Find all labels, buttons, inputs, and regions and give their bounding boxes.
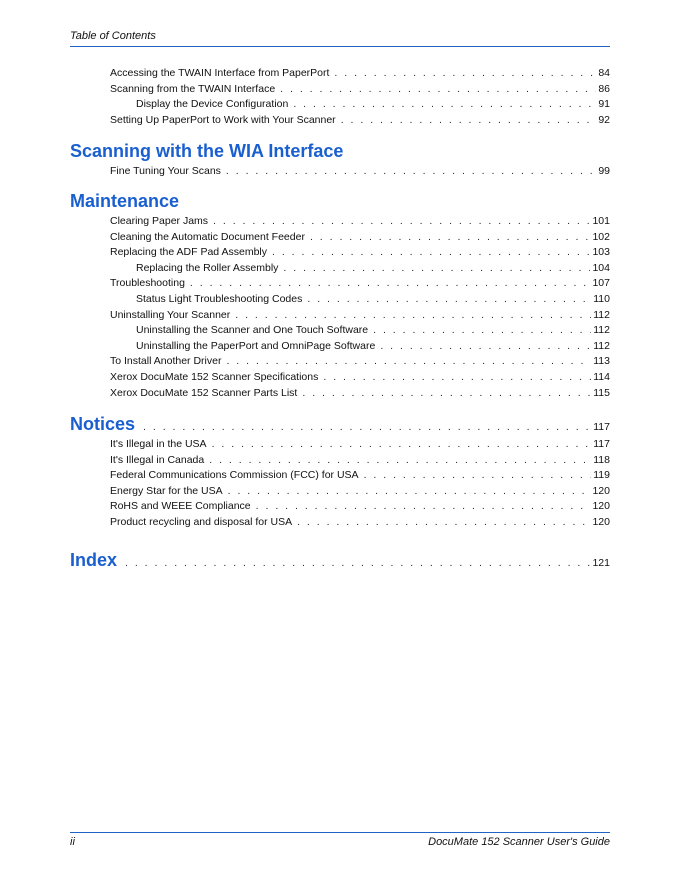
dot-leader (334, 66, 596, 82)
toc-entry-page: 103 (592, 246, 610, 259)
toc-entry-page: 120 (592, 484, 610, 497)
dot-leader (256, 499, 591, 515)
toc-entry-page: 119 (593, 469, 610, 482)
dot-leader (310, 230, 591, 246)
page-header-title: Table of Contents (70, 30, 156, 42)
toc-entry-page: 112 (593, 324, 610, 337)
toc-entry-page: 110 (593, 292, 610, 305)
toc-entry-energy-star[interactable] (70, 484, 610, 500)
footer-page-number: ii (70, 836, 75, 848)
toc-entry-cleaning-adf[interactable] (70, 230, 610, 246)
toc-entry-rohs-weee[interactable] (70, 499, 610, 515)
toc-entry-fine-tuning[interactable] (70, 164, 610, 180)
toc-entry-illegal-usa[interactable] (70, 437, 610, 453)
toc-entry-uninstalling-one-touch[interactable] (70, 323, 610, 339)
toc-entry-page: 117 (593, 438, 610, 451)
toc-entry-illegal-canada[interactable] (70, 453, 610, 469)
section-title: Index (70, 549, 118, 570)
page-footer (70, 836, 610, 848)
dot-leader (235, 308, 591, 324)
header-rule (70, 46, 610, 47)
section-heading-maintenance[interactable]: Maintenance (70, 190, 180, 211)
toc-entry-page: 112 (593, 308, 610, 321)
toc-entry-title: Uninstalling the Scanner and One Touch Software (136, 324, 369, 337)
toc-entry-status-light-codes[interactable] (70, 292, 610, 308)
toc-entry-accessing-twain[interactable] (70, 66, 610, 82)
toc-entry-page: 112 (593, 339, 610, 352)
toc-entry-title: Fine Tuning Your Scans (110, 165, 221, 178)
toc-entry-setting-up-paperport[interactable] (70, 113, 610, 129)
dot-leader (283, 261, 590, 277)
toc-entry-title: Energy Star for the USA (110, 484, 223, 497)
toc-entry-page: 104 (592, 261, 610, 274)
dot-leader (226, 164, 596, 180)
dot-leader (125, 550, 590, 576)
dot-leader (341, 113, 597, 129)
toc-entry-title: Uninstalling Your Scanner (110, 308, 231, 321)
dot-leader (380, 339, 591, 355)
toc-entry-title: Uninstalling the PaperPort and OmniPage Software (136, 339, 376, 352)
toc-entry-page: 99 (598, 165, 610, 178)
toc-entry-fcc[interactable] (70, 468, 610, 484)
toc-entry-title: It's Illegal in the USA (110, 438, 207, 451)
section-heading-index[interactable] (70, 547, 610, 573)
dot-leader (190, 276, 591, 292)
toc-entry-title: Federal Communications Commission (FCC) for USA (110, 469, 359, 482)
toc-entry-title: Scanning from the TWAIN Interface (110, 82, 276, 95)
toc-entry-clearing-paper-jams[interactable] (70, 214, 610, 230)
toc-entry-page: 84 (598, 67, 610, 79)
toc-entry-parts-list[interactable] (70, 386, 610, 402)
section-heading-wia[interactable]: Scanning with the WIA Interface (70, 141, 344, 162)
toc-entry-page: 102 (592, 230, 610, 243)
toc-entry-title: Display the Device Configuration (136, 98, 289, 111)
dot-leader (373, 323, 591, 339)
dot-leader (272, 245, 590, 261)
toc-entry-title: It's Illegal in Canada (110, 453, 205, 466)
dot-leader (293, 97, 596, 113)
toc-entry-specifications[interactable] (70, 370, 610, 386)
dot-leader (280, 82, 596, 98)
toc-entry-title: Replacing the ADF Pad Assembly (110, 246, 267, 259)
toc-entry-page: 86 (598, 82, 610, 95)
toc-entry-recycling[interactable] (70, 515, 610, 531)
dot-leader (228, 484, 591, 500)
toc-entry-replacing-roller[interactable] (70, 261, 610, 277)
toc-entry-page: 120 (592, 500, 610, 513)
toc-entry-title: Troubleshooting (110, 277, 185, 290)
dot-leader (297, 515, 590, 531)
section-page: 117 (593, 421, 610, 434)
footer-rule (70, 832, 610, 833)
section-page: 121 (592, 556, 610, 569)
toc-entry-install-another-driver[interactable] (70, 354, 610, 370)
toc-entry-title: Status Light Troubleshooting Codes (136, 292, 303, 305)
toc-entry-title: Cleaning the Automatic Document Feeder (110, 230, 305, 243)
dot-leader (212, 437, 592, 453)
toc-entry-page: 107 (592, 277, 610, 290)
toc-entry-uninstalling-scanner[interactable] (70, 308, 610, 324)
toc-entry-page: 114 (593, 370, 610, 383)
toc-entry-title: Accessing the TWAIN Interface from PaperPort (110, 67, 330, 79)
dot-leader (323, 370, 591, 386)
dot-leader (209, 453, 591, 469)
table-of-contents (70, 66, 610, 573)
dot-leader (226, 354, 591, 370)
toc-entry-title: Product recycling and disposal for USA (110, 516, 293, 529)
section-title: Notices (70, 414, 136, 435)
toc-entry-troubleshooting[interactable] (70, 276, 610, 292)
toc-entry-page: 113 (593, 355, 610, 368)
toc-entry-replacing-adf-pad[interactable] (70, 245, 610, 261)
footer-guide-title: DocuMate 152 Scanner User's Guide (428, 836, 610, 848)
toc-entry-title: Clearing Paper Jams (110, 214, 209, 227)
toc-entry-page: 92 (598, 113, 610, 126)
dot-leader (302, 386, 591, 402)
toc-entry-title: RoHS and WEEE Compliance (110, 500, 251, 513)
toc-entry-display-device-config[interactable] (70, 97, 610, 113)
section-heading-notices[interactable] (70, 411, 610, 437)
dot-leader (307, 292, 591, 308)
toc-entry-title: Xerox DocuMate 152 Scanner Specifications (110, 370, 319, 383)
toc-entry-page: 91 (598, 98, 610, 111)
toc-entry-page: 118 (593, 453, 610, 466)
toc-entry-title: Xerox DocuMate 152 Scanner Parts List (110, 386, 298, 399)
toc-entry-scanning-twain[interactable] (70, 82, 610, 98)
toc-entry-title: Setting Up PaperPort to Work with Your Scanner (110, 113, 336, 126)
dot-leader (364, 468, 592, 484)
toc-entry-page: 120 (592, 516, 610, 529)
toc-entry-title: Replacing the Roller Assembly (136, 261, 279, 274)
toc-entry-page: 101 (592, 214, 610, 227)
toc-entry-uninstalling-paperport[interactable] (70, 339, 610, 355)
toc-entry-page: 115 (593, 386, 610, 399)
dot-leader (213, 214, 590, 230)
toc-entry-title: To Install Another Driver (110, 355, 222, 368)
